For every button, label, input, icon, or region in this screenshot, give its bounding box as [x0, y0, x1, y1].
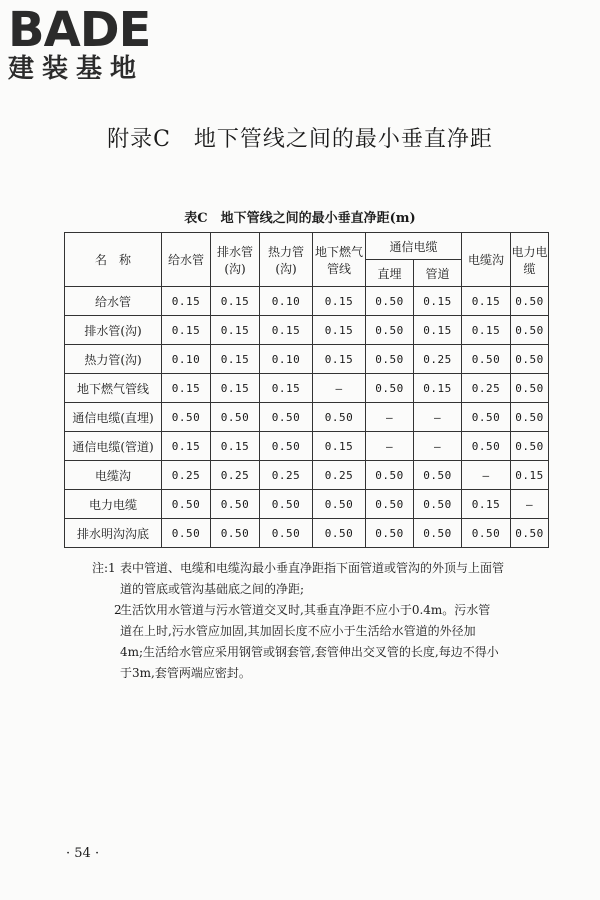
- note-2-line: 4m;生活给水管应采用钢管或钢套管,套管伸出交叉管的长度,每边不得小: [120, 645, 499, 659]
- table-row: [65, 432, 549, 461]
- note-2-line: 于3m,套管两端应密封。: [120, 666, 251, 680]
- table-cell: 0.15: [462, 287, 511, 316]
- header-telecom-duct: 管道: [414, 260, 462, 287]
- table-cell: 0.15: [462, 490, 511, 519]
- note-2-line: 道在上时,污水管应加固,其加固长度不应小于生活给水管道的外径加: [120, 624, 476, 638]
- table-cell: 0.50: [260, 403, 313, 432]
- notes: [92, 558, 548, 684]
- table-cell: 0.50: [511, 403, 549, 432]
- table-cell: 0.10: [260, 287, 313, 316]
- table-cell: —: [414, 432, 462, 461]
- header-gas: 地下燃气管线: [313, 233, 366, 287]
- row-label: 给水管: [65, 287, 162, 316]
- table-row: [65, 374, 549, 403]
- table-cell: 0.50: [211, 490, 260, 519]
- table-cell: 0.50: [162, 403, 211, 432]
- note-2-line: 生活饮用水管道与污水管道交叉时,其垂直净距不应小于0.4m。污水管: [120, 603, 491, 617]
- table-cell: 0.25: [313, 461, 366, 490]
- header-water: 给水管: [162, 233, 211, 287]
- table-cell: 0.15: [313, 287, 366, 316]
- table-cell: 0.15: [162, 374, 211, 403]
- table-cell: 0.15: [211, 374, 260, 403]
- table-cell: 0.50: [511, 374, 549, 403]
- table-cell: 0.50: [414, 461, 462, 490]
- row-label: 地下燃气管线: [65, 374, 162, 403]
- table-cell: 0.25: [260, 461, 313, 490]
- table-cell: 0.50: [366, 519, 414, 548]
- table-cell: 0.50: [462, 432, 511, 461]
- table-cell: 0.50: [414, 490, 462, 519]
- table-cell: 0.50: [511, 345, 549, 374]
- table-cell: 0.50: [462, 519, 511, 548]
- logo-subtitle: 建装基地: [8, 54, 145, 84]
- table-cell: 0.15: [211, 432, 260, 461]
- table-cell: 0.15: [414, 287, 462, 316]
- table-cell: —: [313, 374, 366, 403]
- table-cell: 0.50: [211, 403, 260, 432]
- table-cell: 0.50: [511, 287, 549, 316]
- header-drain: 排水管(沟): [211, 233, 260, 287]
- table-row: [65, 316, 549, 345]
- table-cell: 0.15: [414, 374, 462, 403]
- table-cell: 0.50: [260, 490, 313, 519]
- note-2: [92, 600, 548, 684]
- row-label: 排水明沟沟底: [65, 519, 162, 548]
- table-cell: 0.50: [462, 403, 511, 432]
- table-cell: 0.25: [211, 461, 260, 490]
- header-heat: 热力管(沟): [260, 233, 313, 287]
- page-title: 附录C 地下管线之间的最小垂直净距: [107, 127, 493, 152]
- table-cell: —: [462, 461, 511, 490]
- table-cell: 0.15: [260, 374, 313, 403]
- table-cell: 0.50: [511, 519, 549, 548]
- table-cell: 0.15: [462, 316, 511, 345]
- table-row: [65, 403, 549, 432]
- header-cable-trench: 电缆沟: [462, 233, 511, 287]
- table-row: [65, 287, 549, 316]
- logo-wordmark: BADE: [8, 2, 151, 58]
- table-cell: 0.50: [211, 519, 260, 548]
- row-label: 排水管(沟): [65, 316, 162, 345]
- note-1-line: 表中管道、电缆和电缆沟最小垂直净距指下面管道或管沟的外顶与上面管: [120, 561, 505, 575]
- table-cell: 0.50: [313, 519, 366, 548]
- table-title: 表C 地下管线之间的最小垂直净距(m): [184, 211, 416, 226]
- table-cell: 0.50: [366, 374, 414, 403]
- table-cell: 0.50: [366, 316, 414, 345]
- table-cell: 0.50: [462, 345, 511, 374]
- table-cell: 0.15: [211, 316, 260, 345]
- table-cell: 0.50: [511, 316, 549, 345]
- table-cell: 0.50: [260, 432, 313, 461]
- table-cell: 0.15: [260, 316, 313, 345]
- table-cell: 0.15: [313, 316, 366, 345]
- table-cell: 0.25: [162, 461, 211, 490]
- table-cell: 0.15: [211, 345, 260, 374]
- table-cell: 0.15: [313, 432, 366, 461]
- table-row: [65, 345, 549, 374]
- table-cell: 0.15: [162, 432, 211, 461]
- table-cell: 0.15: [211, 287, 260, 316]
- table-cell: 0.50: [511, 432, 549, 461]
- header-telecom: 通信电缆: [366, 233, 462, 260]
- table-cell: 0.50: [414, 519, 462, 548]
- header-telecom-direct: 直埋: [366, 260, 414, 287]
- table-cell: 0.10: [260, 345, 313, 374]
- table-cell: 0.15: [414, 316, 462, 345]
- note-1-line: 道的管底或管沟基础底之间的净距;: [120, 582, 305, 596]
- table-cell: 0.15: [162, 316, 211, 345]
- table-cell: 0.50: [366, 287, 414, 316]
- table-cell: 0.50: [366, 345, 414, 374]
- clearance-table: [64, 232, 549, 548]
- note-1: [92, 558, 548, 600]
- page-number: · 54 ·: [66, 846, 100, 861]
- table-cell: 0.15: [511, 461, 549, 490]
- row-label: 热力管(沟): [65, 345, 162, 374]
- table-row: [65, 519, 549, 548]
- table-cell: —: [366, 403, 414, 432]
- table-cell: 0.50: [162, 519, 211, 548]
- row-label: 电缆沟: [65, 461, 162, 490]
- table-cell: 0.25: [462, 374, 511, 403]
- table-cell: 0.50: [366, 490, 414, 519]
- table-row: [65, 461, 549, 490]
- note-prefix: 注:1: [92, 561, 116, 575]
- table-cell: —: [414, 403, 462, 432]
- table-cell: 0.10: [162, 345, 211, 374]
- header-name: 名 称: [65, 233, 162, 287]
- table-cell: 0.15: [162, 287, 211, 316]
- header-power: 电力电缆: [511, 233, 549, 287]
- table-cell: 0.50: [366, 461, 414, 490]
- table-row: [65, 490, 549, 519]
- row-label: 通信电缆(直埋): [65, 403, 162, 432]
- table-cell: 0.50: [313, 490, 366, 519]
- note-2-number: 2: [114, 603, 122, 617]
- table-cell: 0.50: [260, 519, 313, 548]
- table-cell: 0.25: [414, 345, 462, 374]
- table-cell: 0.50: [313, 403, 366, 432]
- table-cell: —: [366, 432, 414, 461]
- logo: [8, 4, 183, 84]
- table-cell: 0.50: [162, 490, 211, 519]
- row-label: 电力电缆: [65, 490, 162, 519]
- row-label: 通信电缆(管道): [65, 432, 162, 461]
- table-cell: —: [511, 490, 549, 519]
- table-cell: 0.15: [313, 345, 366, 374]
